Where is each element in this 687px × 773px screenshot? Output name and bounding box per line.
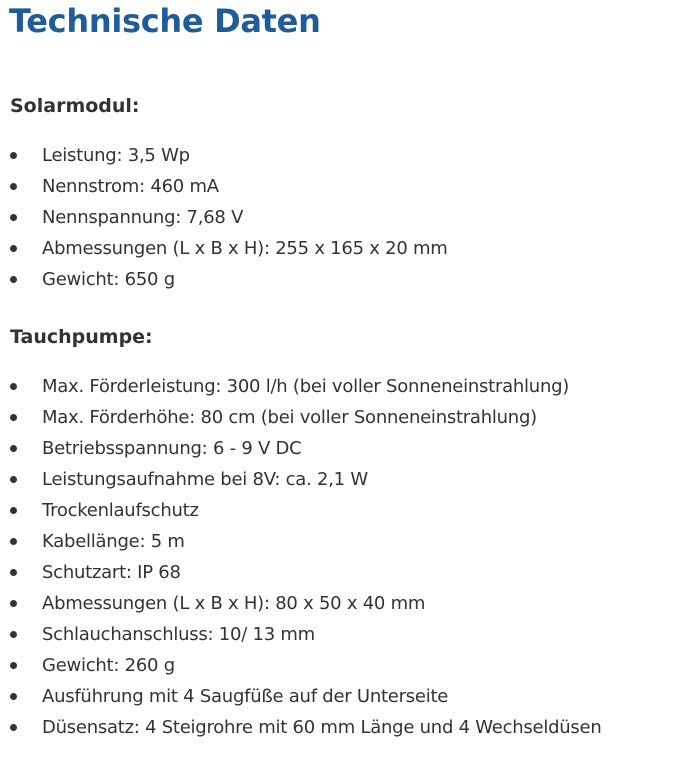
page-title: Technische Daten [9, 2, 321, 40]
list-item [0, 464, 687, 495]
list-item [0, 202, 687, 233]
spec-text: Abmessungen (L x B x H): 255 x 165 x 20 mm [42, 238, 448, 259]
bullet-icon [10, 152, 17, 159]
bullet-icon [10, 693, 17, 700]
list-item [0, 402, 687, 433]
spec-list-tauchpumpe [0, 371, 687, 743]
list-item [0, 140, 687, 171]
spec-text: Nennspannung: 7,68 V [42, 207, 244, 228]
bullet-icon [10, 414, 17, 421]
list-item [0, 681, 687, 712]
bullet-icon [10, 538, 17, 545]
list-item [0, 495, 687, 526]
section-heading-tauchpumpe: Tauchpumpe: [10, 326, 153, 348]
bullet-icon [10, 276, 17, 283]
bullet-icon [10, 445, 17, 452]
bullet-icon [10, 724, 17, 731]
spec-text: Gewicht: 260 g [42, 655, 175, 676]
list-item [0, 619, 687, 650]
spec-text: Max. Förderhöhe: 80 cm (bei voller Sonneneinstrahlung) [42, 407, 537, 428]
bullet-icon [10, 183, 17, 190]
spec-text: Betriebsspannung: 6 - 9 V DC [42, 438, 302, 459]
spec-text: Schlauchanschluss: 10/ 13 mm [42, 624, 315, 645]
spec-text: Abmessungen (L x B x H): 80 x 50 x 40 mm [42, 593, 426, 614]
bullet-icon [10, 476, 17, 483]
bullet-icon [10, 214, 17, 221]
spec-text: Düsensatz: 4 Steigrohre mit 60 mm Länge und 4 Wechseldüsen [42, 717, 602, 738]
spec-text: Schutzart: IP 68 [42, 562, 181, 583]
list-item [0, 650, 687, 681]
list-item [0, 171, 687, 202]
spec-text: Leistung: 3,5 Wp [42, 145, 190, 166]
list-item [0, 588, 687, 619]
list-item [0, 433, 687, 464]
spec-text: Ausführung mit 4 Saugfüße auf der Unterseite [42, 686, 449, 707]
bullet-icon [10, 631, 17, 638]
spec-text: Gewicht: 650 g [42, 269, 175, 290]
section-heading-solarmodul: Solarmodul: [10, 95, 140, 117]
bullet-icon [10, 383, 17, 390]
list-item [0, 264, 687, 295]
spec-text: Max. Förderleistung: 300 l/h (bei voller Sonneneinstrahlung) [42, 376, 570, 397]
bullet-icon [10, 569, 17, 576]
list-item [0, 712, 687, 743]
list-item [0, 557, 687, 588]
spec-list-solarmodul [0, 140, 687, 295]
bullet-icon [10, 662, 17, 669]
spec-text: Kabellänge: 5 m [42, 531, 185, 552]
list-item [0, 371, 687, 402]
spec-text: Nennstrom: 460 mA [42, 176, 219, 197]
spec-text: Leistungsaufnahme bei 8V: ca. 2,1 W [42, 469, 368, 490]
list-item [0, 233, 687, 264]
bullet-icon [10, 245, 17, 252]
spec-text: Trockenlaufschutz [42, 500, 199, 521]
bullet-icon [10, 600, 17, 607]
list-item [0, 526, 687, 557]
bullet-icon [10, 507, 17, 514]
